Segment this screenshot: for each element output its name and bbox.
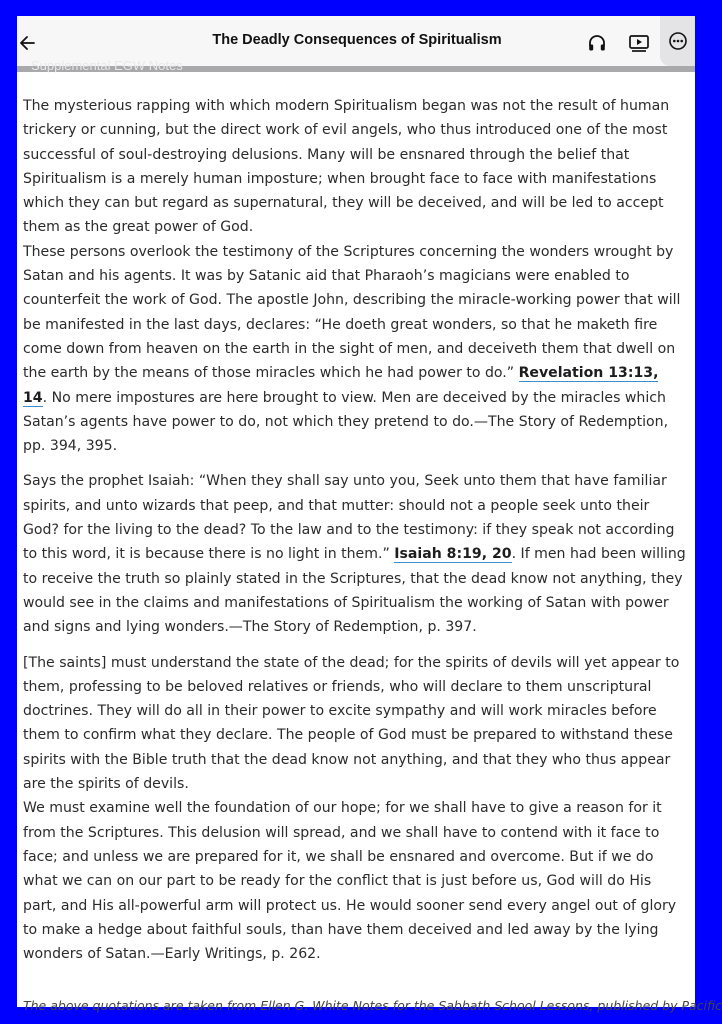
paragraph-text: [The saints] must understand the state of the dead; for the spirits of devils will yet appear to them, professing to be beloved relatives or friends, who will declare to them unscriptural doctrines. They will do all in their power to excite sympathy and will work miracles before them to confirm what they declare. The people of God must be prepared to withstand these spirits with the Bible truth that the dead know not anything, and that they who thus appear are the spirits of devils.	[23, 654, 680, 793]
paragraph	[23, 651, 687, 797]
paragraph	[23, 94, 687, 240]
page-title: The Deadly Consequences of Spiritualism	[212, 32, 502, 48]
section-label: Supplemental EGW Notes	[31, 58, 183, 73]
source-footnote: The above quotations are taken from Ellen G. White Notes for the Sabbath School Lessons, published by Pacific	[23, 998, 722, 1013]
paragraph-text: We must examine well the foundation of our hope; for we shall have to give a reason for it from the Scriptures. This delusion will spread, and we shall have to contend with it face to face; and unless we are prepared for it, we shall be ensnared and overcome. But if we do what we can on our part to be ready for the conflict that is just before us, God will do His part, and His all-powerful arm will protect us. He would sooner send every angel out of glory to make a hedge about faithful souls, than have them deceived and led away by the lying wonders of Satan.—Early Writings, p. 262.	[23, 800, 677, 963]
paragraph-text: Says the prophet Isaiah: “When they shall say unto you, Seek unto them that have familiar spirits, and unto wizards that peep, and that mutter: should not a people seek unto their God? for the living to the dead? To the law and to the testimony: if they speak not according to this word, it is because there is no light in them.”	[23, 473, 675, 563]
scripture-reference-link[interactable]: Revelation 13:13, 14	[23, 365, 659, 406]
paragraph-text: . If men had been willing to receive the truth so plainly stated in the Scriptures, that the dead know not anything, they would see in the claims and manifestations of Spiritualism the working of Satan with power and signs and lying wonders.—The Story of Redemption, p. 397.	[23, 546, 686, 636]
section-header-strip	[17, 58, 695, 73]
paragraph	[23, 240, 687, 459]
scripture-reference-link[interactable]: Isaiah 8:19, 20	[394, 546, 512, 563]
paragraph	[23, 796, 687, 966]
back-button[interactable]	[17, 30, 37, 56]
video-play-icon	[628, 33, 650, 53]
paragraph	[23, 469, 687, 639]
paragraph-text: . No mere impostures are here brought to view. Men are deceived by the miracles which Satan’s agents have power to do, not which they pretend to do.—The Story of Redemption, pp. 394, 395.	[23, 389, 669, 455]
headphones-icon	[587, 33, 607, 53]
paragraph-text: These persons overlook the testimony of the Scriptures concerning the wonders wrought by Satan and his agents. It was by Satanic aid that Pharaoh’s magicians were enabled to counterfeit the work of God. The apostle John, describing the miracle-working power that will be manifested in the last days, declares: “He doeth great wonders, so that he maketh fire come down from heaven on the earth in the sight of men, and deceiveth them that dwell on the earth by the means of those miracles which he had power to do.”	[23, 243, 681, 382]
arrow-left-icon	[19, 35, 35, 51]
audio-button[interactable]	[584, 30, 610, 56]
more-options-button[interactable]	[660, 16, 695, 66]
paragraph-text: The mysterious rapping with which modern Spiritualism began was not the result of human trickery or cunning, but the direct work of evil angels, who thus introduced one of the most successful of soul-destroying delusions. Many will be ensnared through the belief that Spiritualism is a merely human imposture; when brought face to face with manifestations which they can but regard as supernatural, they will be deceived, and will be led to accept them as the great power of God.	[23, 98, 670, 236]
more-options-icon	[668, 31, 688, 51]
video-button[interactable]	[626, 30, 652, 56]
article-content	[23, 94, 687, 966]
app-window	[17, 16, 722, 1013]
